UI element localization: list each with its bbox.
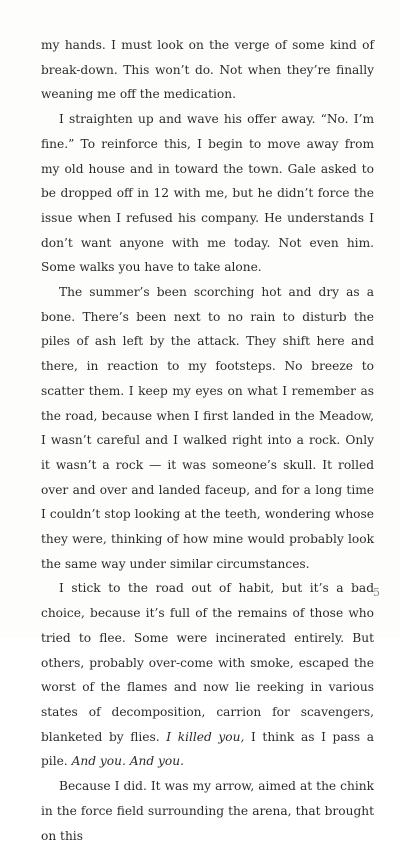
paragraph-2-text: I straighten up and wave his offer away. “No. I’m fine.” To reinforce this, I begin to move away from my old house and in toward the town. Gale asked to be dropped off in 12 with me, but he didn’t force the issue when I refused his company. He understands I don’t want anyone with me today. Not even him. Some walks you have to take alone. [41, 112, 374, 275]
paragraph-4-text-b: I think as I pass a pile. [41, 729, 374, 769]
page-number: 5 [373, 586, 380, 599]
paragraph-5-text: Because I did. It was my arrow, aimed at the chink in the force field surrounding the arena, that brought on this [41, 779, 374, 843]
body-text [41, 33, 374, 848]
paragraph-2 [41, 107, 374, 280]
paragraph-4 [41, 576, 374, 774]
paragraph-4-italic-a: I killed you, [166, 729, 245, 744]
paragraph-4-italic-b: And you. And you. [71, 754, 184, 769]
paragraph-3-text: The summer’s been scorching hot and dry as a bone. There’s been next to no rain to disturb the piles of ash left by the attack. They shift here and there, in reaction to my footsteps. No breeze to scatter them. I keep my eyes on what I remember as the road, because when I first landed in the Meadow, I wasn’t careful and I walked right into a rock. Only it wasn’t a rock — it was someone’s skull. It rolled over and over and landed faceup, and for a long time I couldn’t stop looking at the teeth, wondering whose they were, thinking of how mine would probably look the same way under similar circumstances. [41, 285, 374, 571]
paragraph-3 [41, 280, 374, 576]
paragraph-1 [41, 33, 374, 107]
paragraph-1-text: my hands. I must look on the verge of some kind of break-down. This won’t do. Not when they’re finally weaning me off the medication. [41, 38, 374, 102]
paragraph-4-text-a: I stick to the road out of habit, but it’s a bad choice, because it’s full of the remains of those who tried to flee. Some were incinerated entirely. But others, probably over-come with smoke, escaped the worst of the flames and now lie reeking in various states of decomposition, carrion for scavengers, blanketed by flies. [41, 581, 374, 744]
paragraph-5 [41, 774, 374, 848]
